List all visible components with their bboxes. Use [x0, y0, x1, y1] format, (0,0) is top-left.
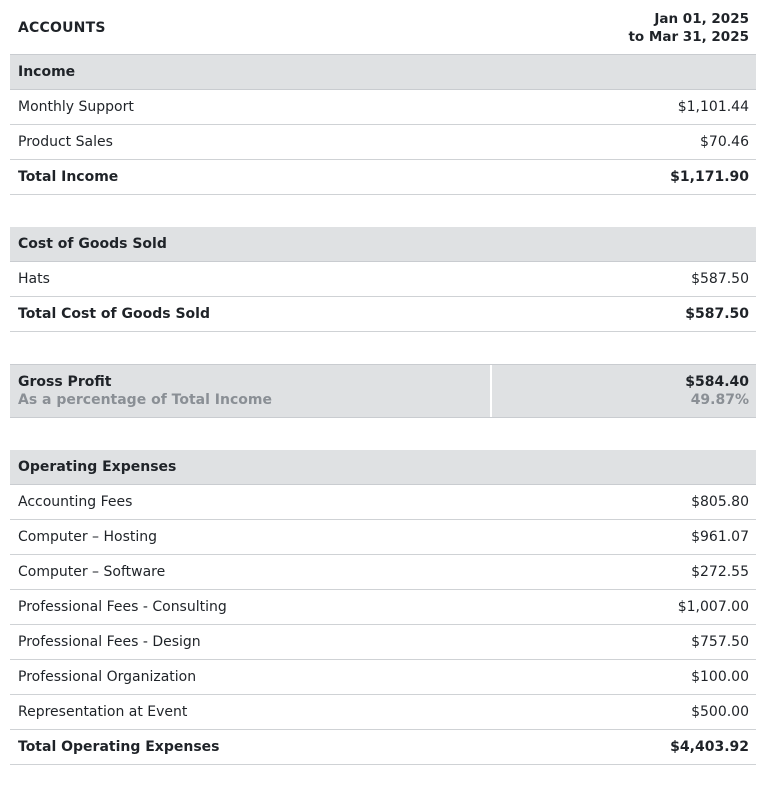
account-amount[interactable]: $757.50 — [691, 634, 749, 650]
account-name: Professional Fees - Consulting — [18, 599, 227, 615]
total-row — [10, 160, 756, 195]
gross-profit-values — [492, 365, 756, 417]
total-row — [10, 730, 756, 765]
account-name: Computer – Hosting — [18, 529, 158, 545]
account-amount[interactable]: $961.07 — [691, 529, 749, 545]
operating-expenses-section — [10, 450, 756, 765]
total-label: Total Operating Expenses — [18, 739, 220, 755]
account-amount[interactable]: $272.55 — [691, 564, 749, 580]
account-row[interactable] — [10, 520, 756, 555]
account-row[interactable] — [10, 625, 756, 660]
account-row[interactable] — [10, 555, 756, 590]
date-to: to Mar 31, 2025 — [628, 29, 749, 45]
account-amount[interactable]: $1,007.00 — [677, 599, 749, 615]
cogs-section — [10, 227, 756, 332]
account-name: Product Sales — [18, 134, 113, 150]
account-row[interactable] — [10, 485, 756, 520]
total-row — [10, 297, 756, 332]
total-amount: $1,171.90 — [670, 169, 749, 185]
account-name: Monthly Support — [18, 99, 134, 115]
account-name: Computer – Software — [18, 564, 166, 580]
account-name: Hats — [18, 271, 50, 287]
section-heading: Cost of Goods Sold — [10, 227, 756, 262]
gross-profit-section — [10, 364, 756, 418]
report-header — [10, 2, 756, 55]
account-row[interactable] — [10, 590, 756, 625]
gross-profit-label: Gross Profit — [18, 374, 112, 390]
account-amount[interactable]: $587.50 — [691, 271, 749, 287]
section-heading: Operating Expenses — [10, 450, 756, 485]
account-amount[interactable]: $1,101.44 — [677, 99, 749, 115]
total-amount: $587.50 — [685, 306, 749, 322]
date-range — [628, 10, 749, 46]
gross-profit-row — [10, 364, 756, 418]
account-row[interactable] — [10, 262, 756, 297]
account-name: Accounting Fees — [18, 494, 133, 510]
account-name: Professional Fees - Design — [18, 634, 201, 650]
account-row[interactable] — [10, 90, 756, 125]
gross-profit-percentage: 49.87% — [690, 392, 749, 408]
gross-profit-amount: $584.40 — [685, 374, 749, 390]
total-amount: $4,403.92 — [670, 739, 749, 755]
total-label: Total Cost of Goods Sold — [18, 306, 210, 322]
account-row[interactable] — [10, 125, 756, 160]
account-row[interactable] — [10, 660, 756, 695]
gross-profit-percentage-label: As a percentage of Total Income — [18, 392, 272, 408]
gross-profit-labels — [10, 365, 492, 417]
account-name: Professional Organization — [18, 669, 197, 685]
account-amount[interactable]: $805.80 — [691, 494, 749, 510]
income-section — [10, 55, 756, 195]
account-amount[interactable]: $500.00 — [691, 704, 749, 720]
account-amount[interactable]: $70.46 — [700, 134, 749, 150]
date-from: Jan 01, 2025 — [654, 11, 749, 27]
accounts-column-heading: ACCOUNTS — [18, 20, 106, 36]
total-label: Total Income — [18, 169, 119, 185]
account-row[interactable] — [10, 695, 756, 730]
account-name: Representation at Event — [18, 704, 188, 720]
section-heading: Income — [10, 55, 756, 90]
profit-and-loss-report — [10, 0, 756, 765]
account-amount[interactable]: $100.00 — [691, 669, 749, 685]
